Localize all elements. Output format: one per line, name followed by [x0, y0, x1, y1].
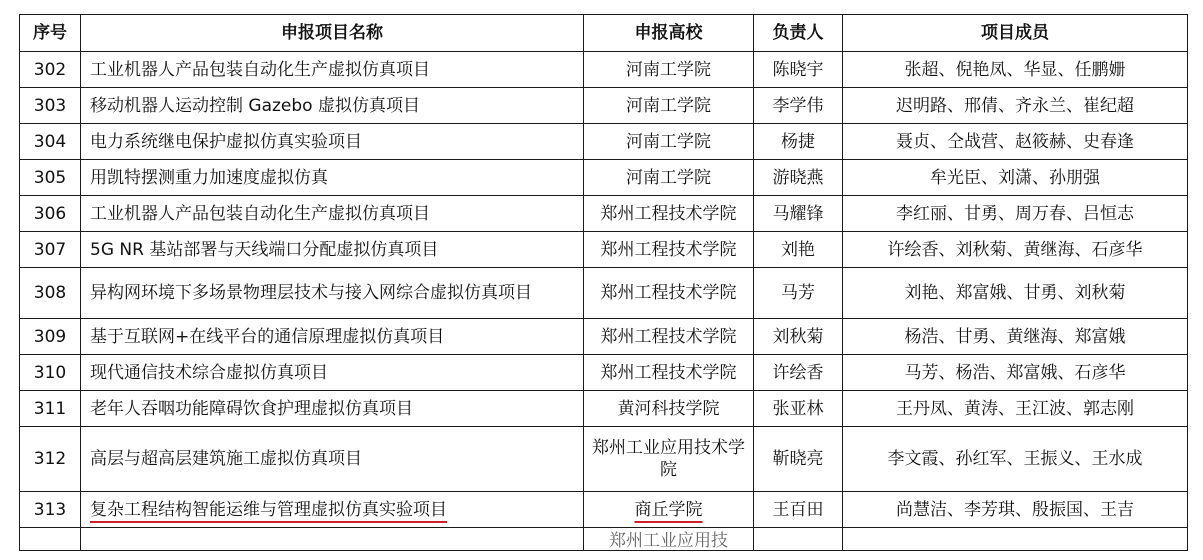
- row-number: 305: [20, 160, 81, 196]
- school-name: 郑州工程技术学院: [584, 355, 754, 391]
- members: 李文霞、孙红军、王振义、王水成: [843, 427, 1188, 492]
- members: 许绘香、刘秋菊、黄继海、石彦华: [843, 232, 1188, 268]
- project-name: 异构网环境下多场景物理层技术与接入网综合虚拟仿真项目: [81, 268, 584, 319]
- row-number: 308: [20, 268, 81, 319]
- leader-name: 李学伟: [754, 88, 843, 124]
- cut-school-text: 郑州工业应用技: [609, 531, 728, 551]
- header-name: 申报项目名称: [81, 15, 584, 52]
- leader-name: 游晓燕: [754, 160, 843, 196]
- members: 牟光臣、刘潇、孙朋强: [843, 160, 1188, 196]
- header-lead: 负责人: [754, 15, 843, 52]
- underlined-text: 复杂工程结构智能运维与管理虚拟仿真实验项目: [90, 499, 447, 520]
- school-name: 郑州工业应用技术学院: [584, 427, 754, 492]
- underlined-text: 商丘学院: [634, 499, 703, 520]
- members: 迟明路、邢倩、齐永兰、崔纪超: [843, 88, 1188, 124]
- members: 杨浩、甘勇、黄继海、郑富娥: [843, 319, 1188, 355]
- project-name: 工业机器人产品包装自动化生产虚拟仿真项目: [81, 196, 584, 232]
- row-number: 306: [20, 196, 81, 232]
- members: 李红丽、甘勇、周万春、吕恒志: [843, 196, 1188, 232]
- school-name: 河南工学院: [584, 88, 754, 124]
- table-row: [20, 427, 1188, 492]
- members: [843, 528, 1188, 551]
- leader-name: [754, 528, 843, 551]
- table-row: [20, 160, 1188, 196]
- leader-name: 马耀锋: [754, 196, 843, 232]
- project-name: 高层与超高层建筑施工虚拟仿真项目: [81, 427, 584, 492]
- members: 刘艳、郑富娥、甘勇、刘秋菊: [843, 268, 1188, 319]
- table-row: [20, 355, 1188, 391]
- school-name: 郑州工程技术学院: [584, 268, 754, 319]
- project-name: 电力系统继电保护虚拟仿真实验项目: [81, 124, 584, 160]
- project-name: 移动机器人运动控制 Gazebo 虚拟仿真项目: [81, 88, 584, 124]
- project-name: 老年人吞咽功能障碍饮食护理虚拟仿真项目: [81, 391, 584, 427]
- row-number: [20, 528, 81, 551]
- row-number: 310: [20, 355, 81, 391]
- leader-name: 刘秋菊: [754, 319, 843, 355]
- members: 尚慧洁、李芳琪、殷振国、王吉: [843, 492, 1188, 528]
- header-num: 序号: [20, 15, 81, 52]
- project-table: [19, 14, 1188, 551]
- school-name: 郑州工程技术学院: [584, 196, 754, 232]
- project-name: 5G NR 基站部署与天线端口分配虚拟仿真项目: [81, 232, 584, 268]
- table-header-row: [20, 15, 1188, 52]
- table-row-cutoff: [20, 528, 1188, 551]
- leader-name: 靳晓亮: [754, 427, 843, 492]
- table-row: [20, 391, 1188, 427]
- school-name-underlined: [584, 492, 754, 528]
- table-row: [20, 52, 1188, 88]
- table-row: [20, 124, 1188, 160]
- table-row-highlighted: [20, 492, 1188, 528]
- members: 王丹凤、黄涛、王江波、郭志刚: [843, 391, 1188, 427]
- members: 马芳、杨浩、郑富娥、石彦华: [843, 355, 1188, 391]
- project-name: 工业机器人产品包装自动化生产虚拟仿真项目: [81, 52, 584, 88]
- project-name-underlined: [81, 492, 584, 528]
- table-row: [20, 319, 1188, 355]
- table-row: [20, 88, 1188, 124]
- table-row: [20, 268, 1188, 319]
- row-number: 309: [20, 319, 81, 355]
- members: 聂贞、仝战营、赵筱赫、史春逢: [843, 124, 1188, 160]
- table-row: [20, 196, 1188, 232]
- leader-name: 杨捷: [754, 124, 843, 160]
- school-name: [584, 528, 754, 551]
- school-name: 郑州工程技术学院: [584, 319, 754, 355]
- members: 张超、倪艳凤、华显、任鹏姗: [843, 52, 1188, 88]
- leader-name: 马芳: [754, 268, 843, 319]
- school-name: 河南工学院: [584, 124, 754, 160]
- row-number: 302: [20, 52, 81, 88]
- document-page: [19, 14, 1187, 551]
- leader-name: 陈晓宇: [754, 52, 843, 88]
- table-row: [20, 232, 1188, 268]
- project-name: [81, 528, 584, 551]
- row-number: 313: [20, 492, 81, 528]
- school-name: 河南工学院: [584, 52, 754, 88]
- leader-name: 王百田: [754, 492, 843, 528]
- row-number: 312: [20, 427, 81, 492]
- header-school: 申报高校: [584, 15, 754, 52]
- row-number: 304: [20, 124, 81, 160]
- header-members: 项目成员: [843, 15, 1188, 52]
- leader-name: 刘艳: [754, 232, 843, 268]
- row-number: 307: [20, 232, 81, 268]
- project-name: 现代通信技术综合虚拟仿真项目: [81, 355, 584, 391]
- project-name: 基于互联网+在线平台的通信原理虚拟仿真项目: [81, 319, 584, 355]
- leader-name: 张亚林: [754, 391, 843, 427]
- project-name: 用凯特摆测重力加速度虚拟仿真: [81, 160, 584, 196]
- school-name: 黄河科技学院: [584, 391, 754, 427]
- row-number: 303: [20, 88, 81, 124]
- leader-name: 许绘香: [754, 355, 843, 391]
- school-name: 河南工学院: [584, 160, 754, 196]
- row-number: 311: [20, 391, 81, 427]
- school-name: 郑州工程技术学院: [584, 232, 754, 268]
